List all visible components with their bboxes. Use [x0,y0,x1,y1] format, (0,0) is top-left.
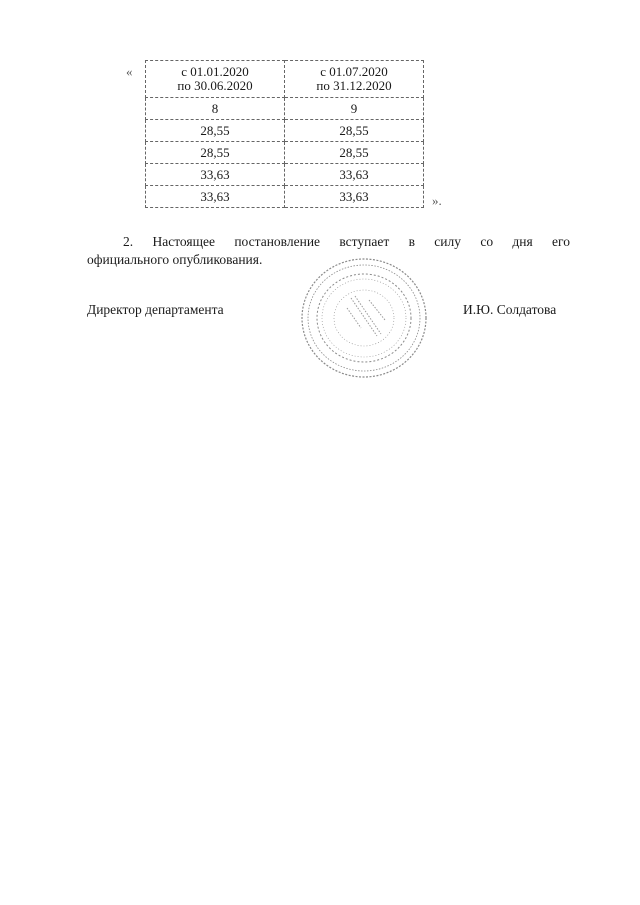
period-end-label: по 30.06.2020 [177,78,253,93]
period-start-label: с 01.01.2020 [181,64,249,79]
table-row [146,164,424,186]
opening-quote: « [126,64,133,79]
table-row [146,98,424,120]
table-header-cell [146,61,285,98]
period-end-label: по 31.12.2020 [316,78,392,93]
signatory-role: Директор департамента [87,302,224,317]
table-cell: 28,55 [146,120,285,142]
table-row [146,142,424,164]
tariff-table [145,60,424,208]
table-header-row [146,61,424,98]
signatory-name: И.Ю. Солдатова [463,302,557,317]
table-cell: 33,63 [285,186,424,208]
official-seal-icon [299,256,429,380]
closing-quote: ». [432,193,442,208]
table-cell: 28,55 [285,120,424,142]
paragraph-line: 2. Настоящее постановление вступает в силу со дня его [123,234,570,249]
table-cell: 33,63 [146,186,285,208]
period-start-label: с 01.07.2020 [320,64,388,79]
table-cell: 9 [285,98,424,120]
table-row [146,120,424,142]
table-cell: 33,63 [146,164,285,186]
paragraph-line: официального опубликования. [87,252,263,267]
table-cell: 8 [146,98,285,120]
table-row [146,186,424,208]
table-header-cell [285,61,424,98]
table-cell: 28,55 [146,142,285,164]
table-cell: 33,63 [285,164,424,186]
table-cell: 28,55 [285,142,424,164]
